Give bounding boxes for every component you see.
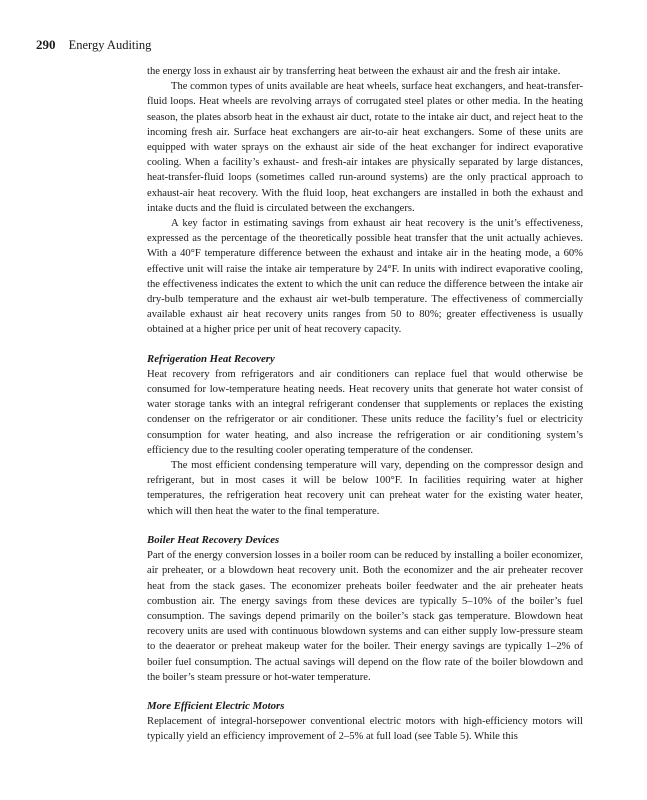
running-title: Energy Auditing: [68, 38, 152, 52]
paragraph-efficient-motors: Replacement of integral-horsepower conventional electric motors with high-efficiency motors will typically yield an efficiency improvement of 2–5% at full load (see Table 5). While this: [147, 716, 583, 743]
paragraph-unit-types: The common types of units available are heat wheels, surface heat exchangers, and heat-transfer-fluid loops. Heat wheels are revolving arrays of corrugated steel plates or other media. In the heating season, the plates absorb heat in the exhaust air duct, rotate to the intake air duct, and reject heat to the incoming fresh air. Surface heat exchangers are air-to-air heat exchangers. Some of these units are equipped with water sprays on the exhaust air side of the heat exchanger for indirect evaporative cooling. When a facility’s exhaust- and fresh-air intakes are physically separated by large distances, heat-transfer-fluid loops (sometimes called run-around systems) are the only practical approach to exhaust-air heat recovery. With the fluid loop, heat exchangers are installed in both the exhaust and intake ducts and the fluid is circulated between the exchangers.: [147, 81, 583, 214]
heading-efficient-motors: More Efficient Electric Motors: [147, 699, 285, 712]
running-header: [36, 38, 151, 52]
heading-refrigeration-heat-recovery: Refrigeration Heat Recovery: [147, 352, 275, 365]
paragraph-refrigeration-recovery: Heat recovery from refrigerators and air conditioners can replace fuel that would otherwise be consumed for low-temperature heating needs. Heat recovery units that generate hot water consist of water storage tanks with an integral refrigerant condenser that supplements or replaces the existing condenser on the refrigerator or air conditioner. These units reduce the facility’s fuel or electricity consumption for water heating, and also increase the refrigeration or air conditioning system’s efficiency due to the resulting cooler operating temperature of the condenser.: [147, 368, 583, 456]
heading-boiler-heat-recovery: Boiler Heat Recovery Devices: [147, 533, 280, 546]
paragraph-exhaust-intro: the energy loss in exhaust air by transferring heat between the exhaust air and the fresh air intake.: [147, 66, 561, 77]
paragraph-effectiveness: A key factor in estimating savings from exhaust air heat recovery is the unit’s effectiveness, expressed as the percentage of the theoretically possible heat transfer that the unit actually achieves. With a 40°F temperature difference between the exhaust and intake air in the heating mode, a 60% effective unit will raise the intake air temperature by 24°F. In units with indirect evaporative cooling, the effectiveness indicates the extent to which the unit can reduce the difference between the intake air dry-bulb temperature and the exhaust air wet-bulb temperature. The effectiveness of commercially available exhaust air heat recovery units ranges from 50 to 80%; greater effectiveness is usually obtained at a higher price per unit of heat recovery capacity.: [147, 218, 583, 336]
body-text: [147, 64, 583, 745]
paragraph-boiler-recovery: Part of the energy conversion losses in a boiler room can be reduced by installing a boiler economizer, air preheater, or a blowdown heat recovery unit. Both the economizer and the air preheater recover heat from the stack gases. The economizer preheats boiler feedwater and the air preheater heats combustion air. The energy savings from these devices are typically 5–10% of the boiler’s fuel consumption. The savings depend primarily on the boiler’s stack gas temperature. Blowdown heat recovery units are used with continuous blowdown systems and can either supply low-pressure steam to the deaerator or preheat makeup water for the boiler. Their energy savings are typically 1–2% of boiler fuel consumption. The actual savings will depend on the flow rate of the boiler blowdown and the boiler’s steam pressure or hot-water temperature.: [147, 550, 583, 683]
paragraph-condensing-temperature: The most efficient condensing temperature will vary, depending on the compressor design and refrigerant, but in most cases it will be below 100°F. In facilities requiring water at higher temperatures, the refrigeration heat recovery unit can preheat water for the existing water heater, which will then heat the water to the final temperature.: [147, 460, 583, 517]
page-number: 290: [36, 37, 56, 52]
